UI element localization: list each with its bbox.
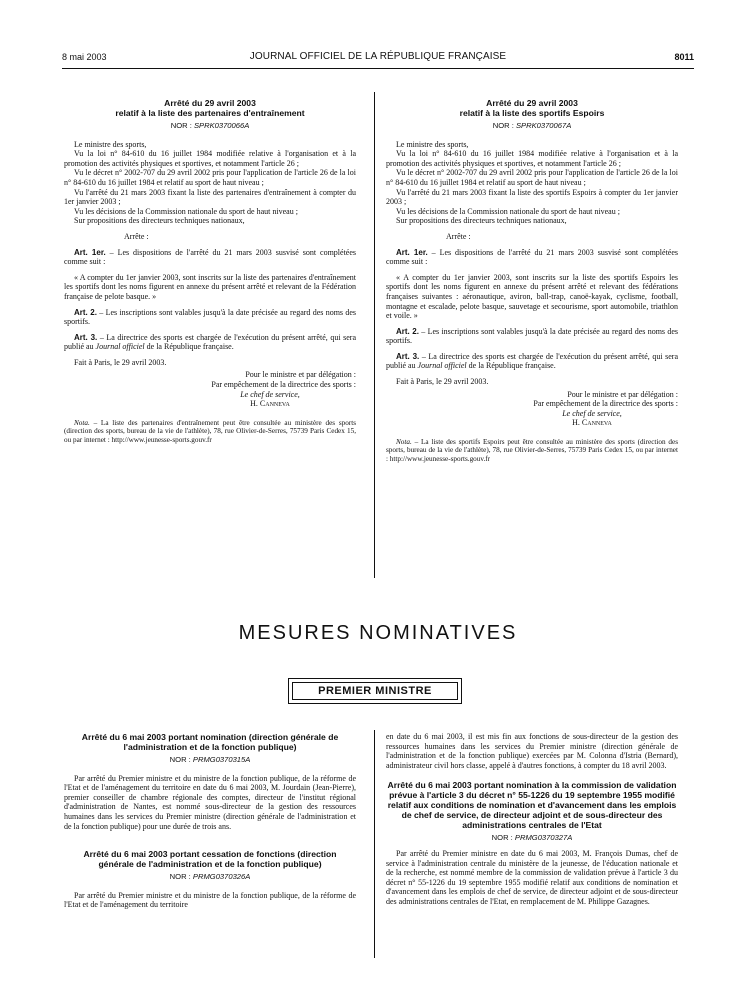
signature-role: Le chef de service, (240, 389, 300, 399)
article-1: Art. 1er. – Les dispositions de l'arrêté du 21 mars 2003 susvisé sont complétées comme suit : (64, 247, 357, 267)
signature-name: H. Canneva (572, 418, 612, 428)
visa: Vu les décisions de la Commission nationale du sport de haut niveau ; (74, 206, 298, 216)
signature-line: Pour le ministre et par délégation : (567, 389, 678, 399)
header-date: 8 mai 2003 (62, 52, 107, 62)
visa: Sur propositions des directeurs techniques nationaux, (396, 216, 567, 226)
visa: Vu la loi n° 84-610 du 16 juillet 1984 modifiée relative à l'organisation et à la promotion des activités physiques et sportives, et notamment l'article 26 ; (64, 149, 356, 168)
signature-date: Fait à Paris, le 29 avril 2003. (74, 357, 167, 367)
nor-reference: NOR : PRMG0370327A (491, 833, 573, 843)
visa: Vu la loi n° 84-610 du 16 juillet 1984 modifiée relative à l'organisation et à la promotion des activités physiques et sportives, et notamment l'article 26 ; (386, 149, 678, 168)
arrete-line: Arrête : (124, 231, 149, 241)
nor-code: PRMG0370327A (514, 833, 573, 843)
decree-title: Arrêté du 6 mai 2003 portant cessation de fonctions (direction générale de l'administration et de la fonction publique) (83, 849, 337, 870)
column-divider (374, 730, 375, 958)
minister-line: Le ministre des sports, (74, 139, 147, 149)
header-page-number: 8011 (674, 52, 694, 62)
right-bottom-column (386, 732, 678, 907)
page-header (62, 50, 694, 66)
article-2: Art. 2. – Les inscriptions sont valables jusqu'à la date précisée au regard des noms des sportifs. (64, 307, 357, 327)
right-top-column (386, 98, 678, 463)
decree-body: Par arrêté du Premier ministre et du ministre de la fonction publique, de la réforme de l'Etat et de l'aménagement du territoire en date du 6 mai 2003, M. Jourdain (Jean-Pierre), premier conseiller de chambre régionale des comptes, directeur de l'institut régional d'administration de Nantes, est nommé sous-directeur de la gestion des ressources humaines dans les services du Premier ministre (direction générale de l'administration et de la fonction publique) pour une durée de trois ans. (64, 773, 356, 831)
article-1-quote: « A compter du 1er janvier 2003, sont inscrits sur la liste des partenaires d'entraînement les sportifs dont les noms figurent en annexe du présent arrêté et relevant de la Fédération française de pelote basque. » (64, 272, 356, 301)
decree-title: Arrêté du 6 mai 2003 portant nomination (direction générale de l'administration et de la fonction publique) (81, 732, 339, 752)
article-3: Art. 3. – La directrice des sports est chargée de l'exécution du présent arrêté, qui sera publié au Journal officiel de la République française. (386, 351, 679, 371)
header-rule (62, 68, 694, 69)
visa: Vu l'arrêté du 21 mars 2003 fixant la liste des sportifs Espoirs à compter du 1er janvier 2003 ; (386, 187, 678, 207)
signature-line: Par empêchement de la directrice des sports : (211, 380, 356, 390)
decree-subtitle: relatif à la liste des sportifs Espoirs (459, 108, 605, 118)
visa: Vu le décret n° 2002-707 du 29 avril 2002 pris pour l'application de l'article 26 de la loi n° 84-610 du 16 juillet 1984 et relatif au sport de haut niveau ; (386, 168, 678, 187)
column-divider (374, 92, 375, 578)
visa: Vu les décisions de la Commission nationale du sport de haut niveau ; (396, 206, 620, 216)
nor-reference: NOR : SPRK0370067A (492, 121, 572, 130)
signature-role: Le chef de service, (562, 408, 622, 418)
decree-title: Arrêté du 29 avril 2003 (486, 98, 578, 108)
nor-code: PRMG0370315A (192, 755, 251, 764)
article-3: Art. 3. – La directrice des sports est chargée de l'exécution du présent arrêté, qui sera publié au Journal officiel de la République française. (64, 332, 357, 352)
section-heading: MESURES NOMINATIVES (238, 622, 518, 644)
nor-reference: NOR : PRMG0370315A (169, 755, 251, 764)
decree-body: Par arrêté du Premier ministre et du ministre de la fonction publique, de la réforme de l'Etat et de l'aménagement du territoire (64, 890, 356, 910)
ministry-box (288, 678, 462, 704)
nor-reference: NOR : SPRK0370066A (170, 121, 250, 130)
decree-title: Arrêté du 6 mai 2003 portant nomination à la commission de validation prévue à l'article 3 du décret n° 55-1226 du 19 septembre 1955 modifié relatif aux conditions de nomination et d'avancement dans les emplois de chef de service, de directeur adjoint et de sous-directeur des administrations centrales de l'Etat (387, 780, 677, 831)
nota-note: Nota. – La liste des sportifs Espoirs peut être consultée au ministère des sports (direction des sports, bureau de la vie de l'athlète), 78, rue Olivier-de-Serres, 75739 Paris Cedex 15, ou par internet : http://www.jeunesse-sports.gouv.fr (386, 438, 679, 463)
visa: Vu le décret n° 2002-707 du 29 avril 2002 pris pour l'application de l'article 26 de la loi n° 84-610 du 16 juillet 1984 et relatif au sport de haut niveau ; (64, 168, 356, 187)
decree-body: Par arrêté du Premier ministre en date du 6 mai 2003, M. François Dumas, chef de service à l'administration centrale du ministère de la jeunesse, de l'éducation nationale et de la recherche, est nommé membre de la commission de validation prévue à l'article 3 du décret n° 55-1226 du 19 septembre 1955 modifié relatif aux conditions de nomination et d'avancement dans les emplois de chef de service, de directeur adjoint et de sous-directeur des administrations centrales de l'Etat, en remplacement de M. Philippe Gazagnes. (386, 848, 678, 906)
decree-title: Arrêté du 29 avril 2003 (164, 98, 256, 108)
visa: Vu l'arrêté du 21 mars 2003 fixant la liste des partenaires d'entraînement à compter du 1er janvier 2003 ; (64, 187, 356, 207)
nota-note: Nota. – La liste des partenaires d'entraînement peut être consultée au ministère des sports (direction des sports, bureau de la vie de l'athlète), 78, rue Olivier-de-Serres, 75739 Paris Cedex 15, ou par internet : http://www.jeunesse-sports.gouv.fr (64, 418, 357, 444)
nor-code: SPRK0370067A (515, 121, 572, 130)
signature-date: Fait à Paris, le 29 avril 2003. (396, 377, 489, 387)
arrete-line: Arrête : (446, 231, 471, 241)
signature-name: H. Canneva (250, 399, 290, 409)
left-top-column (64, 98, 356, 444)
article-1-quote: « A compter du 1er janvier 2003, sont inscrits sur la liste des sportifs Espoirs les sportifs dont les noms figurent en annexe du présent arrêté et relevant des fédérations françaises suivantes : aéronautique, aviron, ball-trap, canoë-kayak, cyclisme, football, montagne et escalade, pelote basque, sauvetage et secourisme, sport automobile, triathlon et voile. » (386, 272, 678, 321)
decree-body-continued: en date du 6 mai 2003, il est mis fin aux fonctions de sous-directeur de la gestion des ressources humaines dans les services du Premier ministre (direction générale de l'administration et de la fonction publique) exercées par M. Colonna d'Istria (Bernard), administrateur civil hors classe, appelé à d'autres fonctions, à compter du 18 avril 2003. (386, 732, 678, 770)
nor-code: SPRK0370066A (193, 121, 250, 130)
ministry-box-label: PREMIER MINISTRE (292, 682, 458, 700)
signature-line: Pour le ministre et par délégation : (245, 370, 356, 380)
signature-line: Par empêchement de la directrice des sports : (533, 399, 678, 409)
minister-line: Le ministre des sports, (396, 139, 469, 149)
article-2: Art. 2. – Les inscriptions sont valables jusqu'à la date précisée au regard des noms des sportifs. (386, 326, 679, 346)
decree-subtitle: relatif à la liste des partenaires d'entraînement (115, 108, 305, 118)
article-1: Art. 1er. – Les dispositions de l'arrêté du 21 mars 2003 susvisé sont complétées comme suit : (386, 247, 679, 267)
visa: Sur propositions des directeurs techniques nationaux, (74, 216, 245, 226)
left-bottom-column (64, 732, 356, 910)
nor-code: PRMG0370326A (192, 872, 251, 882)
header-journal-title: JOURNAL OFFICIEL DE LA RÉPUBLIQUE FRANÇAISE (249, 51, 507, 62)
nor-reference: NOR : PRMG0370326A (169, 872, 251, 882)
